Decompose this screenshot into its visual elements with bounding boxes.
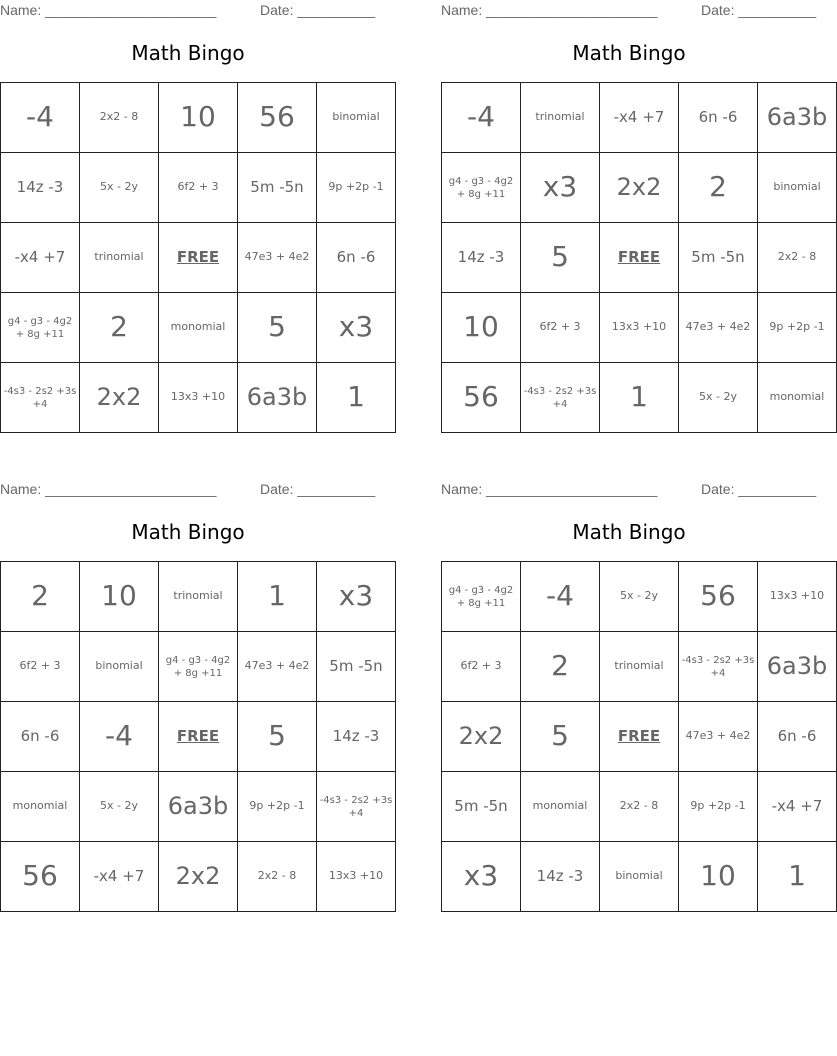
bingo-row	[1, 632, 396, 702]
bingo-cell: 6a3b	[758, 83, 837, 153]
bingo-grid	[441, 561, 837, 912]
bingo-row	[442, 842, 837, 912]
name-field-label: Name: ______________________	[0, 481, 217, 497]
free-space: FREE	[600, 702, 679, 772]
bingo-cell: 56	[238, 83, 317, 153]
bingo-grid	[0, 561, 396, 912]
bingo-cell: binomial	[317, 83, 396, 153]
bingo-cell: 5m -5n	[238, 153, 317, 223]
bingo-cell: monomial	[1, 772, 80, 842]
bingo-cell: -4s3 - 2s2 +3s +4	[317, 772, 396, 842]
bingo-cell: 1	[758, 842, 837, 912]
bingo-cell: x3	[521, 153, 600, 223]
bingo-cell: 5x - 2y	[80, 153, 159, 223]
bingo-cell: 6f2 + 3	[521, 293, 600, 363]
bingo-cell: 6a3b	[159, 772, 238, 842]
bingo-cell: 56	[442, 363, 521, 433]
bingo-cell: monomial	[159, 293, 238, 363]
bingo-grid	[0, 82, 396, 433]
card-header	[441, 479, 817, 501]
bingo-cell: 2x2	[80, 363, 159, 433]
bingo-cell: 9p +2p -1	[758, 293, 837, 363]
name-field-label: Name: ______________________	[441, 481, 658, 497]
bingo-row	[1, 83, 396, 153]
card-title: Math Bingo	[572, 520, 686, 544]
bingo-cell: 6n -6	[679, 83, 758, 153]
card-header	[441, 0, 817, 22]
bingo-cell: g4 - g3 - 4g2 + 8g +11	[442, 562, 521, 632]
bingo-cell: 6f2 + 3	[442, 632, 521, 702]
bingo-cell: 1	[317, 363, 396, 433]
bingo-cell: 2x2 - 8	[600, 772, 679, 842]
bingo-cell: -x4 +7	[600, 83, 679, 153]
bingo-cell: 1	[600, 363, 679, 433]
bingo-cell: 2x2	[442, 702, 521, 772]
bingo-cell: -4s3 - 2s2 +3s +4	[521, 363, 600, 433]
bingo-cell: 47e3 + 4e2	[238, 632, 317, 702]
bingo-row	[442, 153, 837, 223]
bingo-cell: 5x - 2y	[80, 772, 159, 842]
bingo-row	[1, 702, 396, 772]
bingo-cell: g4 - g3 - 4g2 + 8g +11	[442, 153, 521, 223]
bingo-cell: 14z -3	[1, 153, 80, 223]
bingo-cell: -4	[80, 702, 159, 772]
bingo-cell: -x4 +7	[1, 223, 80, 293]
bingo-cell: monomial	[521, 772, 600, 842]
bingo-cell: g4 - g3 - 4g2 + 8g +11	[1, 293, 80, 363]
bingo-row	[442, 562, 837, 632]
bingo-cell: 47e3 + 4e2	[679, 293, 758, 363]
bingo-cell: 5x - 2y	[600, 562, 679, 632]
bingo-cell: 13x3 +10	[600, 293, 679, 363]
bingo-cell: 13x3 +10	[317, 842, 396, 912]
bingo-card-2	[441, 0, 828, 431]
bingo-cell: -4	[1, 83, 80, 153]
bingo-cell: 5m -5n	[442, 772, 521, 842]
bingo-row	[442, 702, 837, 772]
bingo-cell: -4s3 - 2s2 +3s +4	[679, 632, 758, 702]
card-title: Math Bingo	[131, 520, 245, 544]
bingo-cell: 56	[1, 842, 80, 912]
bingo-row	[442, 632, 837, 702]
bingo-cell: 2	[1, 562, 80, 632]
bingo-cell: 2	[679, 153, 758, 223]
bingo-cell: 5	[521, 223, 600, 293]
bingo-card-3	[0, 479, 393, 910]
bingo-cell: 9p +2p -1	[679, 772, 758, 842]
card-header	[0, 0, 376, 22]
bingo-cell: g4 - g3 - 4g2 + 8g +11	[159, 632, 238, 702]
bingo-row	[1, 772, 396, 842]
date-field-label: Date: __________	[701, 2, 817, 18]
bingo-cell: 2x2	[600, 153, 679, 223]
date-field-label: Date: __________	[701, 481, 817, 497]
bingo-cell: 5	[521, 702, 600, 772]
bingo-cell: x3	[317, 562, 396, 632]
bingo-row	[1, 562, 396, 632]
card-header	[0, 479, 376, 501]
bingo-cell: 5	[238, 702, 317, 772]
date-field-label: Date: __________	[260, 2, 376, 18]
bingo-cell: x3	[442, 842, 521, 912]
bingo-cell: 5m -5n	[679, 223, 758, 293]
bingo-cell: 10	[159, 83, 238, 153]
bingo-cell: 2	[521, 632, 600, 702]
bingo-cell: -x4 +7	[80, 842, 159, 912]
bingo-cell: 5	[238, 293, 317, 363]
bingo-cell: trinomial	[521, 83, 600, 153]
bingo-cell: 47e3 + 4e2	[238, 223, 317, 293]
bingo-row	[1, 363, 396, 433]
free-space: FREE	[600, 223, 679, 293]
bingo-row	[442, 83, 837, 153]
bingo-cell: trinomial	[600, 632, 679, 702]
bingo-row	[1, 223, 396, 293]
bingo-cell: 6a3b	[238, 363, 317, 433]
bingo-cell: 6n -6	[1, 702, 80, 772]
bingo-cell: -4	[521, 562, 600, 632]
bingo-cell: monomial	[758, 363, 837, 433]
bingo-cell: 9p +2p -1	[238, 772, 317, 842]
bingo-cell: 10	[679, 842, 758, 912]
name-field-label: Name: ______________________	[441, 2, 658, 18]
bingo-cell: trinomial	[80, 223, 159, 293]
name-field-label: Name: ______________________	[0, 2, 217, 18]
free-space: FREE	[159, 702, 238, 772]
bingo-cell: 10	[442, 293, 521, 363]
bingo-card-4	[441, 479, 828, 910]
card-title: Math Bingo	[131, 41, 245, 65]
bingo-row	[442, 363, 837, 433]
bingo-cell: 10	[80, 562, 159, 632]
bingo-cell: x3	[317, 293, 396, 363]
bingo-cell: 6a3b	[758, 632, 837, 702]
bingo-row	[1, 293, 396, 363]
free-space: FREE	[159, 223, 238, 293]
bingo-cell: 13x3 +10	[758, 562, 837, 632]
bingo-cell: -4	[442, 83, 521, 153]
bingo-row	[442, 223, 837, 293]
bingo-cell: 5m -5n	[317, 632, 396, 702]
bingo-cell: 14z -3	[442, 223, 521, 293]
bingo-row	[1, 842, 396, 912]
bingo-cell: -x4 +7	[758, 772, 837, 842]
bingo-cell: 56	[679, 562, 758, 632]
bingo-card-1	[0, 0, 384, 431]
bingo-cell: 6f2 + 3	[159, 153, 238, 223]
date-field-label: Date: __________	[260, 481, 376, 497]
bingo-cell: 2x2 - 8	[238, 842, 317, 912]
bingo-cell: -4s3 - 2s2 +3s +4	[1, 363, 80, 433]
card-title: Math Bingo	[572, 41, 686, 65]
bingo-cell: 13x3 +10	[159, 363, 238, 433]
bingo-cell: 14z -3	[521, 842, 600, 912]
bingo-cell: 47e3 + 4e2	[679, 702, 758, 772]
bingo-cell: 2x2 - 8	[758, 223, 837, 293]
bingo-cell: binomial	[758, 153, 837, 223]
bingo-cell: 2	[80, 293, 159, 363]
bingo-cell: 6f2 + 3	[1, 632, 80, 702]
bingo-cell: 6n -6	[758, 702, 837, 772]
bingo-cell: 9p +2p -1	[317, 153, 396, 223]
bingo-row	[442, 772, 837, 842]
bingo-row	[442, 293, 837, 363]
bingo-cell: 1	[238, 562, 317, 632]
bingo-cell: 6n -6	[317, 223, 396, 293]
bingo-cell: 2x2 - 8	[80, 83, 159, 153]
bingo-cell: trinomial	[159, 562, 238, 632]
bingo-row	[1, 153, 396, 223]
bingo-cell: 2x2	[159, 842, 238, 912]
bingo-grid	[441, 82, 837, 433]
bingo-cell: binomial	[80, 632, 159, 702]
bingo-cell: binomial	[600, 842, 679, 912]
bingo-cell: 5x - 2y	[679, 363, 758, 433]
bingo-cell: 14z -3	[317, 702, 396, 772]
